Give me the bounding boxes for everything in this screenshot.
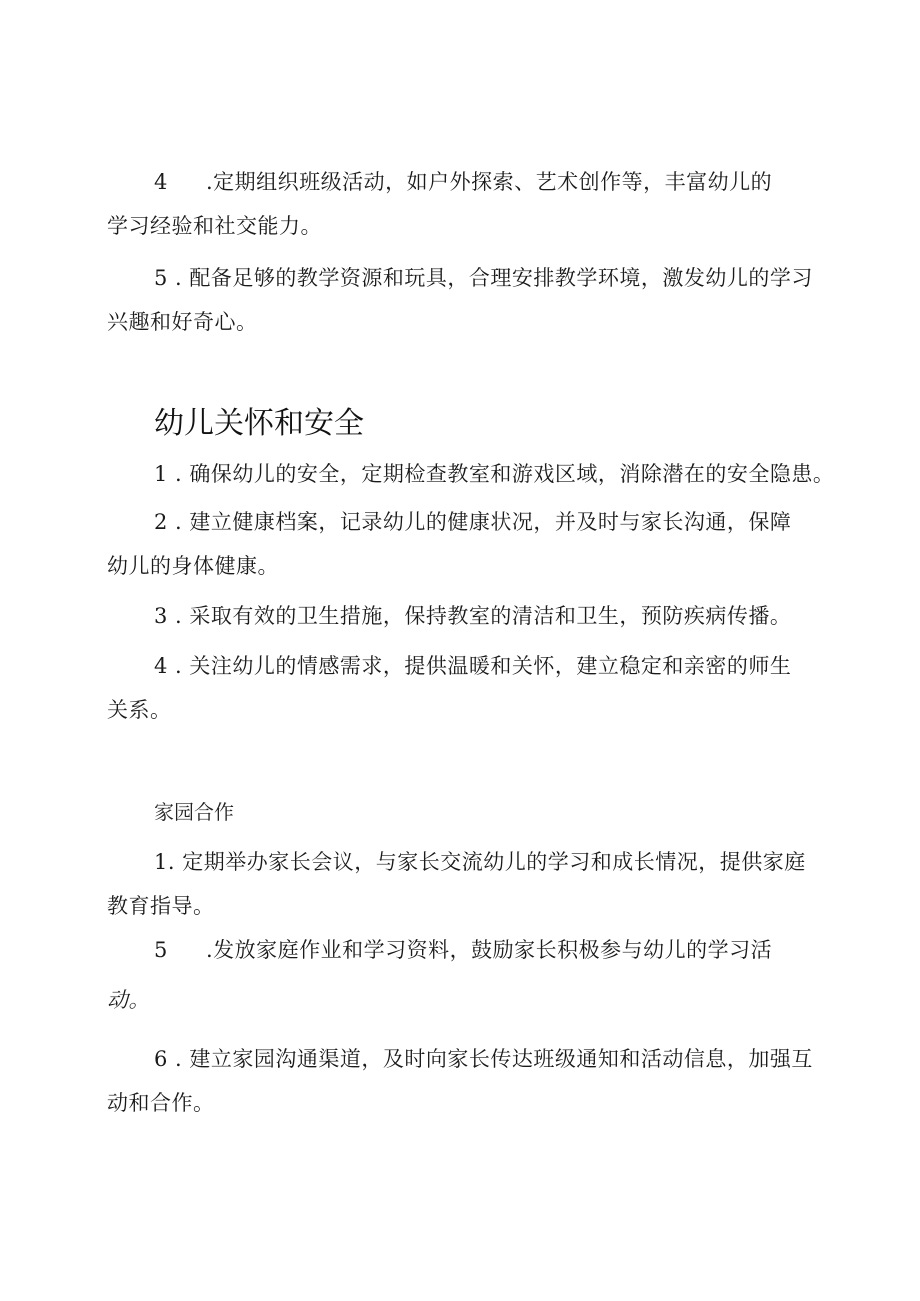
paragraph-line [107,160,807,204]
paragraph-coop-item-6 [107,1037,813,1125]
paragraph-line: 教育指导。 [107,894,215,918]
paragraph-line: 2 . 建立健康档案，记录幼儿的健康状况，并及时与家长沟通，保障 [154,510,792,534]
section-heading-child-care-safety: 幼儿关怀和安全 [154,406,364,441]
paragraph-line: 关系。 [107,698,172,722]
paragraph-care-item-3 [107,594,807,638]
item-number: 5 [154,938,168,962]
paragraph-care-item-1 [107,452,835,496]
paragraph-coop-item-1 [107,840,807,928]
section-heading-home-school-cooperation: 家园合作 [154,800,234,824]
item-number: 4 [154,170,168,194]
paragraph-line [107,926,807,974]
paragraph-line: 动。 [107,988,150,1012]
paragraph-line: 5 . 配备足够的教学资源和玩具，合理安排教学环境，激发幼儿的学习 [154,266,813,290]
paragraph-line: 学习经验和社交能力。 [107,214,322,238]
paragraph-line: 幼儿的身体健康。 [107,554,279,578]
item-text: .发放家庭作业和学习资料，鼓励家长积极参与幼儿的学习活 [206,938,773,962]
paragraph-line: 1. 定期举办家长会议，与家长交流幼儿的学习和成长情况，提供家庭 [154,850,806,874]
paragraph-line: 动和合作。 [107,1091,215,1115]
paragraph-line: 6 . 建立家园沟通渠道，及时向家长传达班级通知和活动信息，加强互 [154,1047,813,1071]
paragraph-line: 兴趣和好奇心。 [107,310,258,334]
item-text: .定期组织班级活动，如户外探索、艺术创作等，丰富幼儿的 [206,170,773,194]
paragraph-item-4 [107,160,807,248]
paragraph-line: 4 . 关注幼儿的情感需求，提供温暖和关怀，建立稳定和亲密的师生 [154,654,792,678]
paragraph-line: 3 . 采取有效的卫生措施，保持教室的清洁和卫生，预防疾病传播。 [154,604,792,628]
paragraph-care-item-2 [107,500,807,588]
paragraph-item-5 [107,256,813,344]
paragraph-coop-item-5 [107,926,807,1026]
paragraph-line: 1 . 确保幼儿的安全，定期检查教室和游戏区域，消除潜在的安全隐患。 [154,462,835,486]
paragraph-care-item-4 [107,644,807,732]
